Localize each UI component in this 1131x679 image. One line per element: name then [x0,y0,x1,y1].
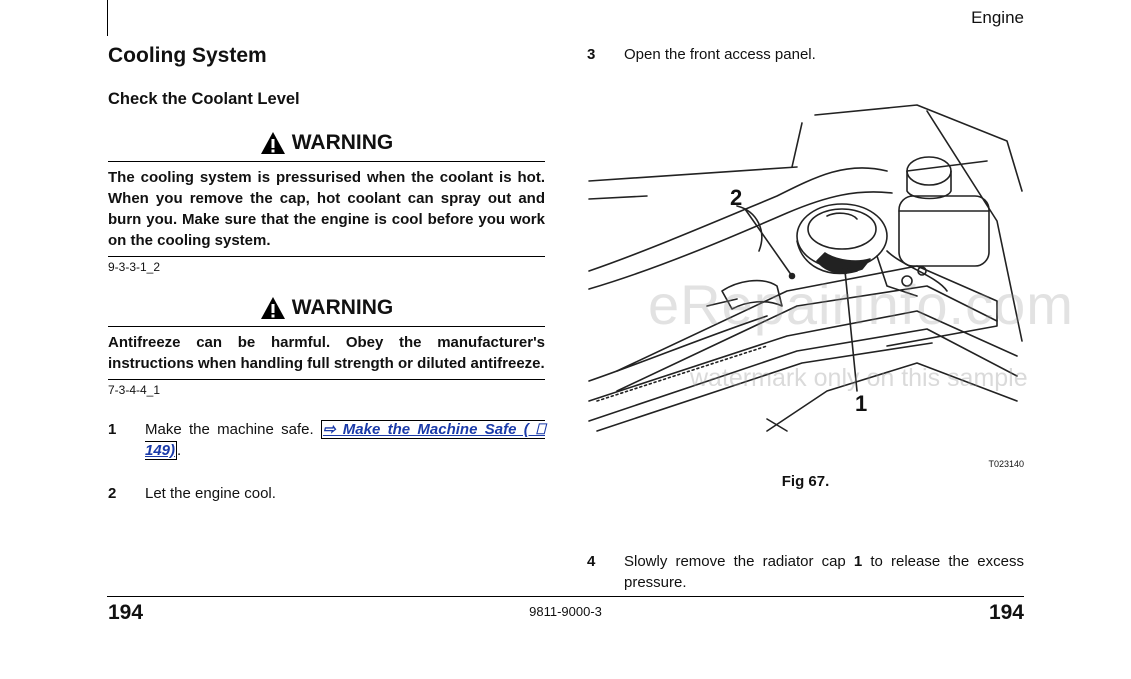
warning-ref: 7-3-4-4_1 [108,383,161,397]
step-text: Slowly remove the radiator cap 1 to release the excess pressure. [624,553,1024,591]
figure-code: T023140 [988,459,1024,469]
callout-2: 2 [730,185,743,210]
left-margin-rule [107,0,108,36]
document-number: 9811-9000-3 [529,604,602,619]
warning-text: Antifreeze can be harmful. Obey the manufacturer's instructions when handling full strength or diluted antifreeze. [108,327,545,380]
page-subtitle: Check the Coolant Level [108,90,300,108]
callout-1: 1 [855,391,868,416]
watermark: eRepairInfo.com [648,273,1074,336]
step-3 [587,44,1024,65]
warning-triangle-icon [260,131,286,155]
right-column [587,44,1024,591]
step-number: 2 [108,485,117,502]
page-number-left: 194 [108,601,144,624]
step-4 [587,551,1024,593]
warning-ref: 9-3-3-1_2 [108,260,161,274]
step-text: Open the front access panel. [624,46,816,63]
warning-text: The cooling system is pressurised when the coolant is hot. When you remove the cap, hot coolant can spray out and burn you. Make sure that the engine is cool before you work on the cooling system. [108,162,545,257]
page-title: Cooling System [108,44,267,67]
warning-block-1 [108,131,545,274]
step-text: Make the machine safe. ⇨ Make the Machine Safe ( ⎕ 149) . [145,421,545,459]
step-number: 3 [587,46,596,63]
warning-block-2 [108,296,545,397]
make-machine-safe-link[interactable]: ⇨ Make the Machine Safe ( ⎕ 149) [145,421,545,459]
step-number: 4 [587,553,596,570]
warning-title-text: WARNING [291,131,394,154]
warning-triangle-icon [260,296,286,320]
figure-caption: Fig 67. [781,473,830,490]
step-1 [108,419,545,461]
warning-title [108,131,545,162]
step-text: Let the engine cool. [145,485,276,502]
step-2 [108,483,545,504]
warning-title [108,296,545,327]
warning-title-text: WARNING [291,296,394,319]
step-number: 1 [108,421,117,438]
footer-rule [107,596,1024,597]
left-column [108,44,545,504]
section-header: Engine [971,8,1024,27]
watermark-sub: watermark only on this sample [690,364,1028,392]
page-number-right: 194 [988,601,1024,624]
